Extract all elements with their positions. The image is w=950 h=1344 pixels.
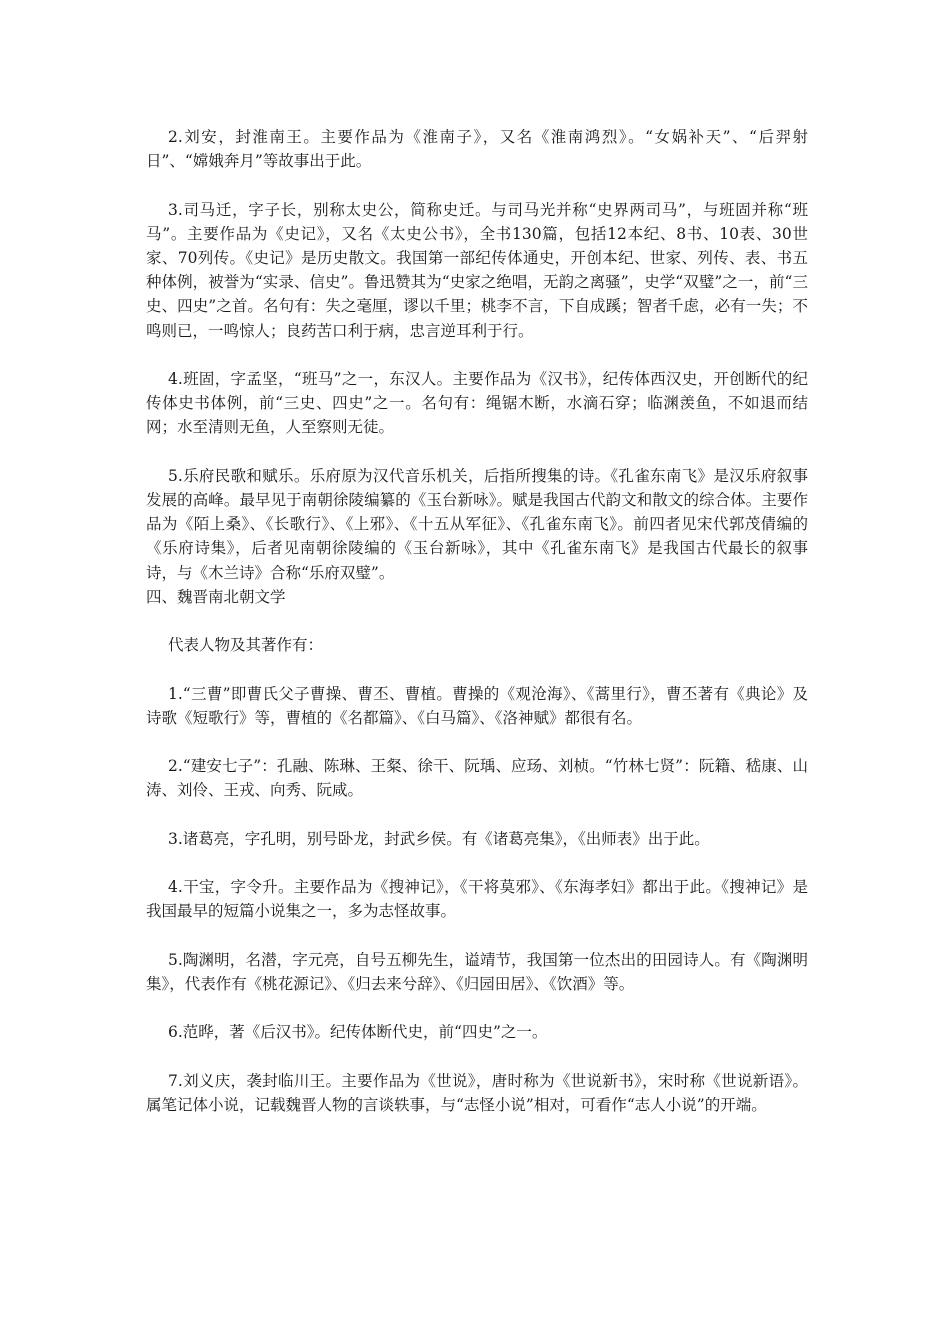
section-heading: 四、魏晋南北朝文学: [146, 587, 286, 606]
paragraph-spacer: [146, 609, 808, 633]
paragraph-liu-an: 2.刘安，封淮南王。主要作品为《淮南子》，又名《淮南鸿烈》。“女娲补天”、“后羿射日”、“嫦娥奔月”等故事出于此。: [146, 128, 808, 171]
paragraph-liu-yiqing: 7.刘义庆，袭封临川王。主要作品为《世说》，唐时称为《世说新书》，宋时称《世说新语》。属笔记体小说，记载魏晋人物的言谈轶事，与“志怪小说”相对，可看作“志人小说”的开端。: [146, 1071, 808, 1114]
paragraph-yuefu: 5.乐府民歌和赋乐。乐府原为汉代音乐机关，后指所搜集的诗。《孔雀东南飞》是汉乐府叙事发展的高峰。最早见于南朝徐陵编纂的《玉台新咏》。赋是我国古代韵文和散文的综合体。主要作品为《陌上桑》、《长歌行》、《上邪》、《十五从军征》、《孔雀东南飞》。前四者见宋代郭茂倩编的《乐府诗集》，后者见南朝徐陵编的《玉台新咏》，其中《孔雀东南飞》是我国古代最长的叙事诗，与《木兰诗》合称“乐府双璧”。: [146, 466, 808, 582]
paragraph-spacer: [146, 657, 808, 681]
paragraph-spacer: [146, 924, 808, 948]
paragraph-zhuge-liang: 3.诸葛亮，字孔明，别号卧龙，封武乡侯。有《诸葛亮集》，《出师表》出于此。: [168, 829, 710, 848]
paragraph-gan-bao: 4.干宝，字令升。主要作品为《搜神记》，《干将莫邪》、《东海孝妇》都出于此。《搜神记》是我国最早的短篇小说集之一，多为志怪故事。: [146, 878, 808, 921]
paragraph-sima-qian: 3.司马迁，字子长，别称太史公，简称史迁。与司马光并称“史界两司马”，与班固并称“班马”。主要作品为《史记》，又名《太史公书》，全书130篇，包括12本纪、8书、10表、30世家、70列传。《史记》是历史散文。我国第一部纪传体通史，开创本纪、世家、列传、表、书五种体例，被誉为“实录、信史”。鲁迅赞其为“史家之绝唱，无韵之离骚”，史学“双璧”之一，前“三史、四史”之首。名句有：失之毫厘，谬以千里；桃李不言，下自成蹊；智者千虑，必有一失；不鸣则已，一鸣惊人；良药苦口利于病，忠言逆耳利于行。: [146, 200, 808, 340]
paragraph-spacer: [146, 730, 808, 754]
paragraph-ban-gu: 4.班固，字孟坚，“班马”之一，东汉人。主要作品为《汉书》，纪传体西汉史，开创断代的纪传体史书体例，前“三史、四史”之一。名句有：绳锯木断，水滴石穿；临渊羡鱼，不如退而结网；水至清则无鱼，人至察则无徒。: [146, 370, 808, 437]
paragraph-spacer: [146, 851, 808, 875]
intro-text: 代表人物及其著作有：: [168, 636, 324, 655]
paragraph-spacer: [146, 803, 808, 827]
paragraph-spacer: [146, 343, 808, 367]
paragraph-spacer: [146, 996, 808, 1020]
document-body: [146, 125, 808, 1117]
paragraph-spacer: [146, 1045, 808, 1069]
paragraph-san-cao: 1.“三曹”即曹氏父子曹操、曹丕、曹植。曹操的《观沧海》、《蒿里行》，曹丕著有《典论》及诗歌《短歌行》等，曹植的《名都篇》、《白马篇》、《洛神赋》都很有名。: [146, 684, 808, 727]
paragraph-tao-yuanming: 5.陶渊明，名潜，字元亮，自号五柳先生，谥靖节，我国第一位杰出的田园诗人。有《陶渊明集》，代表作有《桃花源记》、《归去来兮辞》、《归园田居》、《饮酒》等。: [146, 950, 808, 993]
paragraph-jian-an: 2.“建安七子”：孔融、陈琳、王粲、徐干、阮瑀、应玚、刘桢。“竹林七贤”：阮籍、嵇康、山涛、刘伶、王戎、向秀、阮咸。: [146, 757, 808, 800]
paragraph-fan-ye: 6.范晔，著《后汉书》。纪传体断代史，前“四史”之一。: [168, 1023, 548, 1042]
paragraph-spacer: [146, 173, 808, 197]
paragraph-spacer: [146, 440, 808, 464]
